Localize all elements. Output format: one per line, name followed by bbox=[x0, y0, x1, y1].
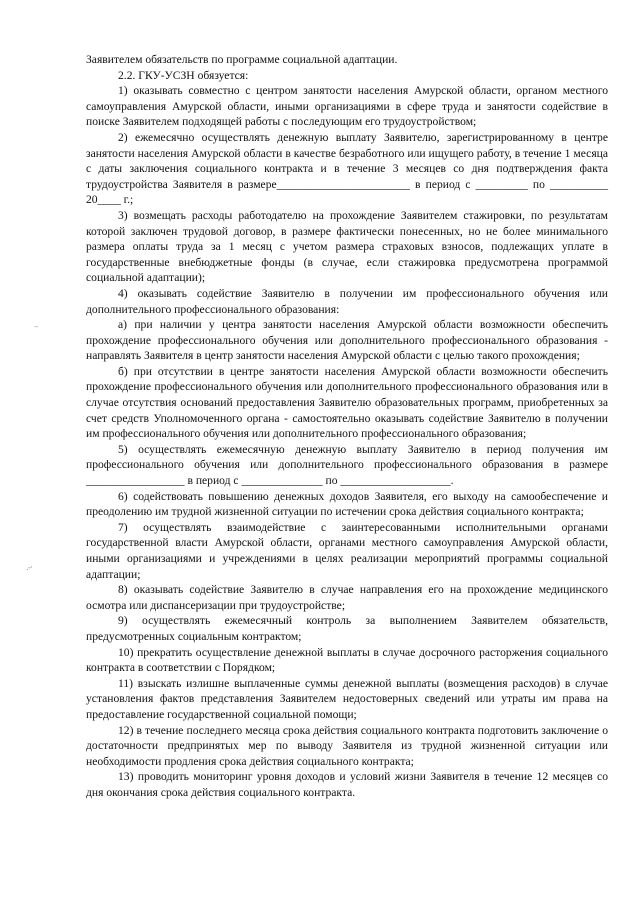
scan-mark: – bbox=[34, 322, 38, 332]
paragraph-item-9: 9) осуществлять ежемесячный контроль за выполнением Заявителем обязательств, предусмотренных социальным контрактом; bbox=[86, 614, 608, 643]
scan-mark: .-· bbox=[26, 563, 32, 573]
paragraph-item-10: 10) прекратить осуществление денежной выплаты в случае досрочного расторжения социального контракта в соответствии с Порядком; bbox=[86, 645, 608, 675]
paragraph-item-13: 13) проводить мониторинг уровня доходов и условий жизни Заявителя в течение 12 месяцев со дня окончания срока действия социального контракта. bbox=[86, 770, 608, 799]
paragraph-item-6: 6) содействовать повышению денежных доходов Заявителя, его выходу на самообеспечение и преодолению им трудной жизненной ситуации по истечении срока действия социального контракта; bbox=[86, 489, 608, 519]
paragraph-item-4: 4) оказывать содействие Заявителю в получении им профессионального обучения или дополнительного профессионального образования: bbox=[86, 286, 608, 316]
paragraph-item-4a: а) при наличии у центра занятости населения Амурской области возможности обеспечить прохождение профессионального обучения или дополнительного профессионального образования - направлять Заявителя в центр занятости населения Амурской области с целью такого прохождения; bbox=[86, 318, 608, 363]
paragraph-item-11: 11) взыскать излишне выплаченные суммы денежной выплаты (возмещения расходов) в случае установления фактов представления Заявителем недостоверных сведений или утраты им права на предоставление государственной социальной помощи; bbox=[86, 676, 608, 721]
paragraph-item-5: 5) осуществлять ежемесячную денежную выплату Заявителю в период получения им профессионального обучения или дополнительного профессионального образования в размере _________________ в период с ______________ по ___________________. bbox=[86, 442, 608, 488]
paragraph-item-12: 12) в течение последнего месяца срока действия социального контракта подготовить заключение о достаточности предпринятых мер по выводу Заявителя из трудной жизненной ситуации или необходимости продления срока действия социального контракта; bbox=[86, 723, 608, 768]
paragraph-continuation: Заявителем обязательств по программе социальной адаптации. bbox=[86, 53, 398, 66]
paragraph-item-1: 1) оказывать совместно с центром занятости населения Амурской области, органом местного самоуправления Амурской области, иными организациями в сфере труда и занятости содействие в поиске Заявителем подходящей работы с последующим его трудоустройством; bbox=[86, 84, 608, 129]
paragraph-item-4b: б) при отсутствии в центре занятости населения Амурской области возможности обеспечить прохождение профессионального обучения или дополнительного профессионального образования или в случае отсутствия оснований предоставления Заявителю образовательных программ, приобретенных за счет средств Уполномоченного органа - самостоятельно оказывать содействие Заявителю в получении им профессионального обучения или дополнительного профессионального образования; bbox=[86, 364, 608, 441]
paragraph-item-8: 8) оказывать содействие Заявителю в случае направления его на прохождение медицинского осмотра или диспансеризации при трудоустройстве; bbox=[86, 583, 608, 612]
paragraph-item-7: 7) осуществлять взаимодействие с заинтересованными исполнительными органами государственной власти Амурской области, органами местного самоуправления Амурской области, иными организациями и учреждениями в целях реализации мероприятий программы социальной адаптации; bbox=[86, 520, 608, 581]
document-body bbox=[86, 52, 608, 801]
paragraph-item-3: 3) возмещать расходы работодателю на прохождение Заявителем стажировки, по результатам которой заключен трудовой договор, в размере фактически понесенных, но не более минимального размера оплаты труда за 1 месяц с учетом размера страховых взносов, подлежащих уплате в государственные внебюджетные фонды (в случае, если стажировка предусмотрена программой социальной адаптации); bbox=[86, 208, 608, 285]
paragraph-item-2: 2) ежемесячно осуществлять денежную выплату Заявителю, зарегистрированному в центре занятости населения Амурской области в качестве безработного или ищущего работу, в течение 1 месяца с даты заключения социального контракта и в течение 3 месяцев со дня подтверждения факта трудоустройства Заявителя в размере_______________________ в период с _________ по __________ 20____ г.; bbox=[86, 130, 608, 207]
section-heading: 2.2. ГКУ-УСЗН обязуется: bbox=[118, 68, 249, 82]
